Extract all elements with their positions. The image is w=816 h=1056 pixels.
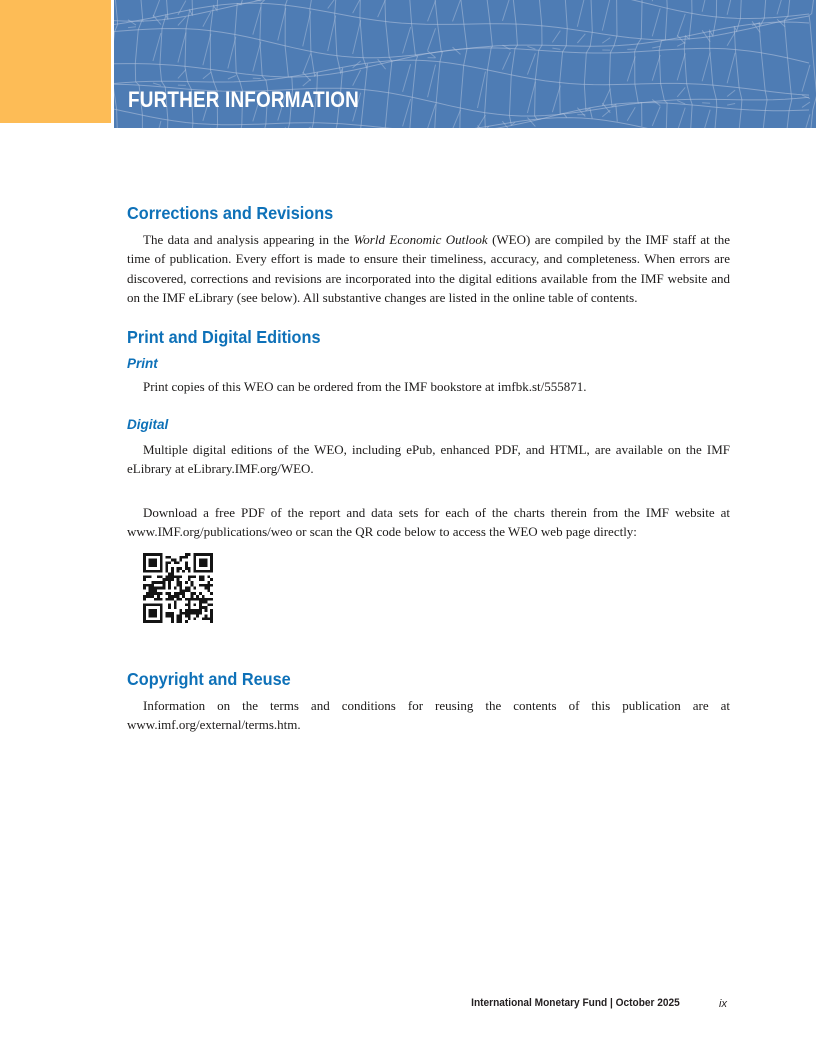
copyright-paragraph: Information on the terms and conditions for reusing the contents of this publication are at www.imf.org/external/terms.htm. — [127, 698, 730, 733]
footer-publisher: International Monetary Fund | October 2025 — [471, 997, 680, 1009]
subsection-heading-print: Print — [127, 356, 158, 371]
section-corrections-and-revisions — [127, 202, 730, 308]
section-heading-text: Print and Digital Editions — [127, 327, 321, 347]
page-banner — [114, 0, 816, 128]
publication-title-italic: World Economic Outlook — [353, 232, 488, 247]
subsection-heading-digital: Digital — [127, 417, 169, 432]
print-paragraph: Print copies of this WEO can be ordered from the IMF bookstore at imfbk.st/555871. — [143, 379, 587, 394]
section-heading — [127, 668, 730, 690]
section-print-and-digital-editions — [127, 326, 730, 396]
page-title: FURTHER INFORMATION — [128, 87, 359, 112]
section-heading — [127, 326, 730, 348]
qr-code-image — [143, 553, 213, 623]
digital-paragraph-1: Multiple digital editions of the WEO, including ePub, enhanced PDF, and HTML, are available on the IMF eLibrary at eLibrary.IMF.org/WEO. — [127, 442, 730, 477]
section-heading-text: Copyright and Reuse — [127, 669, 291, 689]
corrections-paragraph — [127, 230, 730, 308]
section-heading-text: Corrections and Revisions — [127, 203, 334, 223]
paragraph-text: The data and analysis appearing in the — [143, 232, 354, 247]
orange-accent-block — [0, 0, 111, 123]
qr-code-icon — [143, 553, 213, 623]
footer-page-number: ix — [719, 998, 727, 1010]
subsection-digital — [127, 416, 730, 542]
digital-paragraph-2: Download a free PDF of the report and data sets for each of the charts therein from the IMF website at www.IMF.org/publications/weo or scan the QR code below to access the WEO web page directly: — [127, 504, 730, 540]
page-footer — [0, 997, 816, 1013]
section-heading — [127, 202, 730, 224]
paragraph-text: (WEO) are compiled by the IMF staff at the time of publication. Every effort is made to ensure their timeliness, accuracy, and completeness. When errors are discovered, corrections and revisions are incorporated into the digital editions available from the IMF website and on the IMF eLibrary (see below). All substantive changes are listed in the online table of contents. — [127, 232, 730, 306]
section-copyright-and-reuse — [127, 668, 730, 735]
